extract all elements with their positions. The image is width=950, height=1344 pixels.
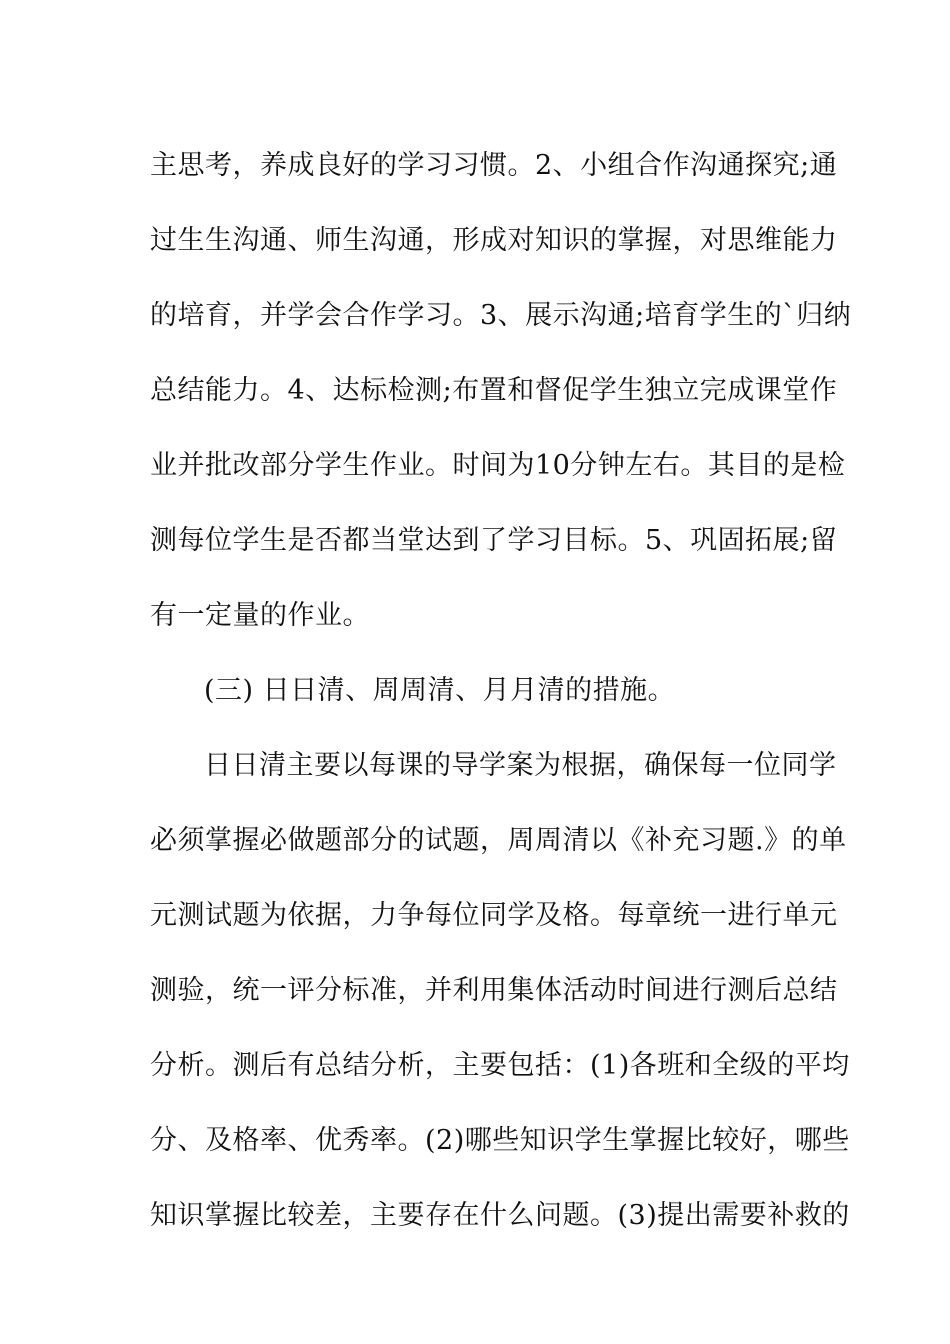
text-line: 过生生沟通、师生沟通，形成对知识的掌握，对思维能力 xyxy=(150,225,838,256)
text-line: 有一定量的作业。 xyxy=(150,600,370,631)
text-line: 知识掌握比较差，主要存在什么问题。(3)提出需要补救的 xyxy=(150,1200,850,1231)
text-line: 必须掌握必做题部分的试题，周周清以《补充习题.》的单 xyxy=(150,825,847,856)
text-line: 主思考，养成良好的学习习惯。2、小组合作沟通探究;通 xyxy=(150,150,838,181)
section-heading: (三) 日日清、周周清、月月清的措施。 xyxy=(204,675,676,706)
text-line: 元测试题为依据，力争每位同学及格。每章统一进行单元 xyxy=(150,900,838,931)
paragraph-first-line: 日日清主要以每课的导学案为根据，确保每一位同学 xyxy=(204,750,837,781)
text-line: 测每位学生是否都当堂达到了学习目标。5、巩固拓展;留 xyxy=(150,525,838,556)
text-line: 业并批改部分学生作业。时间为10分钟左右。其目的是检 xyxy=(150,450,846,481)
body-text xyxy=(150,128,852,1253)
text-line: 分析。测后有总结分析，主要包括：(1)各班和全级的平均 xyxy=(150,1050,850,1081)
text-line: 的培育，并学会合作学习。3、展示沟通;培育学生的`归纳 xyxy=(150,300,852,331)
text-line: 测验，统一评分标准，并利用集体活动时间进行测后总结 xyxy=(150,975,838,1006)
text-line: 分、及格率、优秀率。(2)哪些知识学生掌握比较好，哪些 xyxy=(150,1125,850,1156)
text-line: 总结能力。4、达标检测;布置和督促学生独立完成课堂作 xyxy=(150,375,838,406)
